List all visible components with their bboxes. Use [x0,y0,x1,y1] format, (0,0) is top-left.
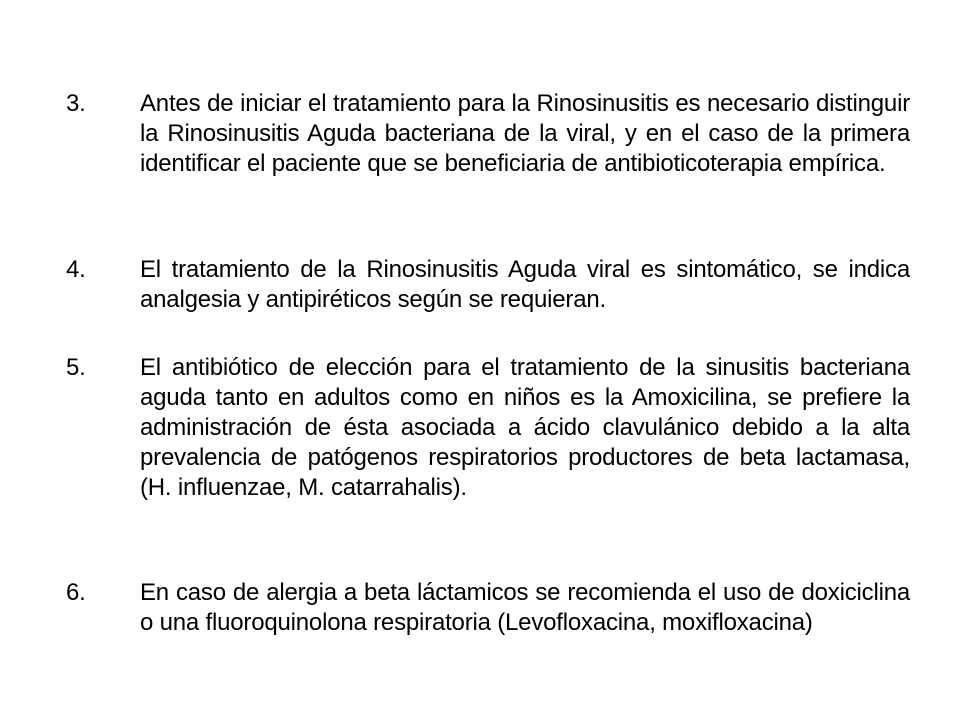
item-text: El tratamiento de la Rinosinusitis Aguda viral es sintomático, se indica analgesia y antipiréticos según se requieran. [140,256,910,313]
list-item-4 [66,255,910,315]
list-item-3 [66,89,910,179]
list-item-6 [66,578,910,638]
item-text: Antes de iniciar el tratamiento para la Rinosinusitis es necesario distinguir la Rinosinusitis Aguda bacteriana de la viral, y en el caso de la primera identificar el paciente que se beneficiaria de antibioticoterapia empírica. [140,90,910,177]
item-number: 3. [66,90,86,117]
item-text: En caso de alergia a beta láctamicos se recomienda el uso de doxiciclina o una fluoroquinolona respiratoria (Levofloxacina, moxifloxacina) [140,579,910,636]
item-text: El antibiótico de elección para el tratamiento de la sinusitis bacteriana aguda tanto en adultos como en niños es la Amoxicilina, se prefiere la administración de ésta asociada a ácido clavulánico debido a la alta prevalencia de patógenos respiratorios productores de beta lactamasa, (H. influenzae, M. catarrahalis). [140,354,910,501]
item-number: 6. [66,579,86,606]
list-item-5 [66,353,910,503]
item-number: 4. [66,256,86,283]
item-number: 5. [66,354,86,381]
